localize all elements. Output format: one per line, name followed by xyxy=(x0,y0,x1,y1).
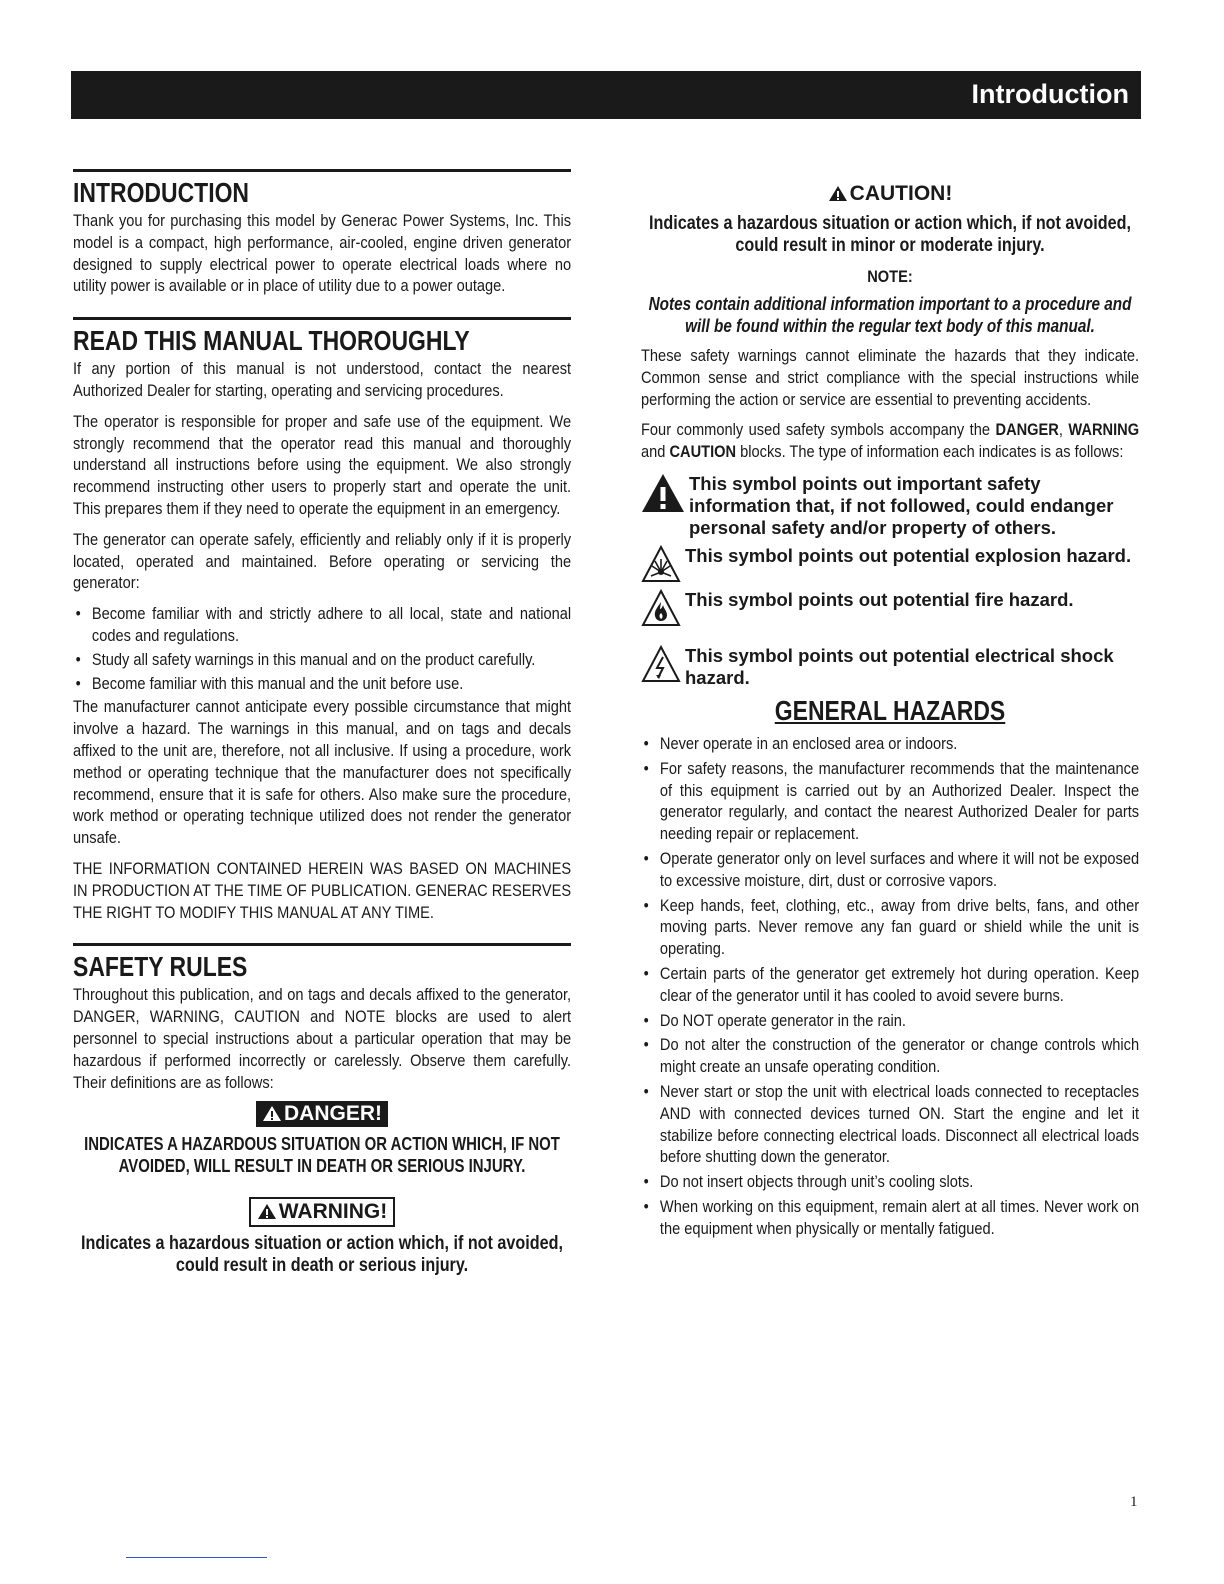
read-manual-paragraph: If any portion of this manual is not understood, contact the nearest Authorized Dealer for starting, operating and servicing procedures. xyxy=(73,359,572,400)
warning-signal-wrap xyxy=(73,1197,571,1227)
read-manual-paragraph: The generator can operate safely, efficiently and reliably only if it is properly located, operated and maintained. Before operating or servicing the generator: xyxy=(73,529,572,593)
safety-rules-title: SAFETY RULES xyxy=(73,951,248,983)
read-manual-paragraph: The manufacturer cannot anticipate every possible circumstance that might involve a hazard. The warnings in this manual, and on tags and decals affixed to the unit are, therefore, not all inclusive. If using a procedure, work method or operating technique that the manufacturer does not specifically recommend, ensure that it is safe for others. Also make sure the procedure, work method or operating technique utilized does not render the generator unsafe. xyxy=(73,697,572,848)
warning-badge xyxy=(249,1197,396,1227)
right-column xyxy=(641,181,1139,1240)
symbol-row xyxy=(641,645,1139,689)
caution-badge xyxy=(822,181,959,207)
intro-and: and xyxy=(641,442,670,462)
alert-triangle-icon xyxy=(828,185,848,202)
intro-comma: , xyxy=(1058,420,1069,440)
footer-link-underline xyxy=(126,1557,267,1558)
section-rule xyxy=(73,943,571,946)
symbol-text: This symbol points out potential explosion hazard. xyxy=(685,544,1132,566)
read-manual-paragraph: The operator is responsible for proper and safe use of the equipment. We strongly recommend that the operator read this manual and thoroughly understand all instructions before using the equipment. We also strongly recommend instructing other users to properly start and operate the unit. This prepares them if they need to operate the equipment in an emergency. xyxy=(73,411,572,518)
hazard-item: • When working on this equipment, remain alert at all times. Never work on the equipment when physically or mentally fatigued. xyxy=(641,1196,1139,1240)
symbol-text: This symbol points out important safety information that, if not followed, could endanger personal safety and/or property of others. xyxy=(689,472,1114,538)
symbol-text: This symbol points out potential fire hazard. xyxy=(685,588,1074,610)
header-title: Introduction xyxy=(971,79,1129,109)
bullet-item: • Become familiar with and strictly adhere to all local, state and national codes and regulations. xyxy=(73,603,571,647)
intro-caution: CAUTION xyxy=(669,442,737,462)
warning-label: WARNING! xyxy=(278,1200,388,1224)
intro-text: Four commonly used safety symbols accompany the xyxy=(641,420,996,440)
section-rule xyxy=(73,169,571,172)
explosion-hazard-icon xyxy=(641,545,681,583)
header-bar xyxy=(71,71,1141,119)
hazard-item: • Do not insert objects through unit’s cooling slots. xyxy=(641,1171,1139,1193)
symbol-row xyxy=(641,473,1139,539)
safety-symbols-intro xyxy=(641,419,1139,463)
alert-triangle-icon xyxy=(257,1203,277,1220)
general-hazards-list xyxy=(641,733,1139,1240)
hazard-item: • Never operate in an enclosed area or indoors. xyxy=(641,733,1139,755)
warning-definition: Indicates a hazardous situation or action which, if not avoided, could result in death or serious injury. xyxy=(81,1233,563,1277)
danger-label: DANGER! xyxy=(284,1102,382,1126)
introduction-text: Thank you for purchasing this model by Generac Power Systems, Inc. This model is a compact, high performance, air-cooled, engine driven generator designed to supply electrical power to operate electrical loads where no utility power is available or in place of utility due to a power outage. xyxy=(73,211,572,296)
caution-label: CAUTION! xyxy=(849,182,953,205)
alert-triangle-icon xyxy=(262,1105,282,1122)
symbol-row xyxy=(641,589,1139,627)
note-definition: Notes contain additional information important to a procedure and will be found within the regular text body of this manual. xyxy=(648,294,1132,336)
caution-signal-wrap xyxy=(641,181,1139,207)
symbol-text: This symbol points out potential electrical shock hazard. xyxy=(685,644,1114,688)
safety-rules-text: Throughout this publication, and on tags and decals affixed to the generator, DANGER, WARNING, CAUTION and NOTE blocks are used to alert personnel to special instructions about a particular operation that may be hazardous if performed incorrectly or carelessly. Observe them carefully. Their definitions are as follows: xyxy=(73,985,572,1092)
page-number: 1 xyxy=(1130,1494,1138,1510)
hazard-item: • Never start or stop the unit with electrical loads connected to receptacles AND with connected devices turned ON. Start the engine and let it stabilize before connecting electrical loads. Disconnect all electrical loads before shutting down the generator. xyxy=(641,1081,1139,1168)
read-manual-title: READ THIS MANUAL THOROUGHLY xyxy=(73,325,470,357)
read-manual-bullets xyxy=(73,603,571,694)
danger-badge xyxy=(256,1101,388,1127)
note-label: NOTE: xyxy=(867,267,913,286)
bullet-item: • Study all safety warnings in this manual and on the product carefully. xyxy=(73,649,571,671)
intro-danger: DANGER xyxy=(995,420,1059,440)
intro-text-end: blocks. The type of information each indicates is as follows: xyxy=(736,442,1124,462)
exclamation-warning-icon xyxy=(641,473,685,513)
hazard-item: • Do not alter the construction of the generator or change controls which might create an unsafe operating condition. xyxy=(641,1034,1139,1078)
hazard-item: • Do NOT operate generator in the rain. xyxy=(641,1010,1139,1032)
danger-definition: INDICATES A HAZARDOUS SITUATION OR ACTION WHICH, IF NOT AVOIDED, WILL RESULT IN DEATH OR SERIOUS INJURY. xyxy=(84,1134,560,1177)
hazard-item: • Certain parts of the generator get extremely hot during operation. Keep clear of the generator until it has cooled to avoid severe burns. xyxy=(641,963,1139,1007)
fire-hazard-icon xyxy=(641,589,681,627)
introduction-title: INTRODUCTION xyxy=(73,177,250,208)
section-rule xyxy=(73,317,571,320)
hazard-item: • Keep hands, feet, clothing, etc., away from drive belts, fans, and other moving parts. Never remove any fan guard or shield while the unit is operating. xyxy=(641,895,1139,960)
safety-paragraph: These safety warnings cannot eliminate the hazards that they indicate. Common sense and strict compliance with the special instructions while performing the action or service are essential to preventing accidents. xyxy=(641,346,1140,409)
intro-warning: WARNING xyxy=(1068,420,1140,440)
hazard-item: • For safety reasons, the manufacturer recommends that the maintenance of this equipment is carried out by an Authorized Dealer. Inspect the generator regularly, and contact the nearest Authorized Dealer for parts needing repair or replacement. xyxy=(641,758,1139,845)
danger-signal-wrap xyxy=(73,1101,571,1127)
general-hazards-title: GENERAL HAZARDS xyxy=(774,694,1006,726)
symbol-row xyxy=(641,545,1139,583)
read-manual-disclaimer: THE INFORMATION CONTAINED HEREIN WAS BASED ON MACHINES IN PRODUCTION AT THE TIME OF PUBLICATION. GENERAC RESERVES THE RIGHT TO MODIFY THIS MANUAL AT ANY TIME. xyxy=(73,858,572,922)
electrical-shock-icon xyxy=(641,645,681,683)
left-column xyxy=(73,169,571,1277)
bullet-item: • Become familiar with this manual and the unit before use. xyxy=(73,673,571,695)
caution-definition: Indicates a hazardous situation or action which, if not avoided, could result in minor or moderate injury. xyxy=(649,213,1131,256)
hazard-item: • Operate generator only on level surfaces and where it will not be exposed to excessive moisture, dirt, dust or corrosive vapors. xyxy=(641,848,1139,892)
